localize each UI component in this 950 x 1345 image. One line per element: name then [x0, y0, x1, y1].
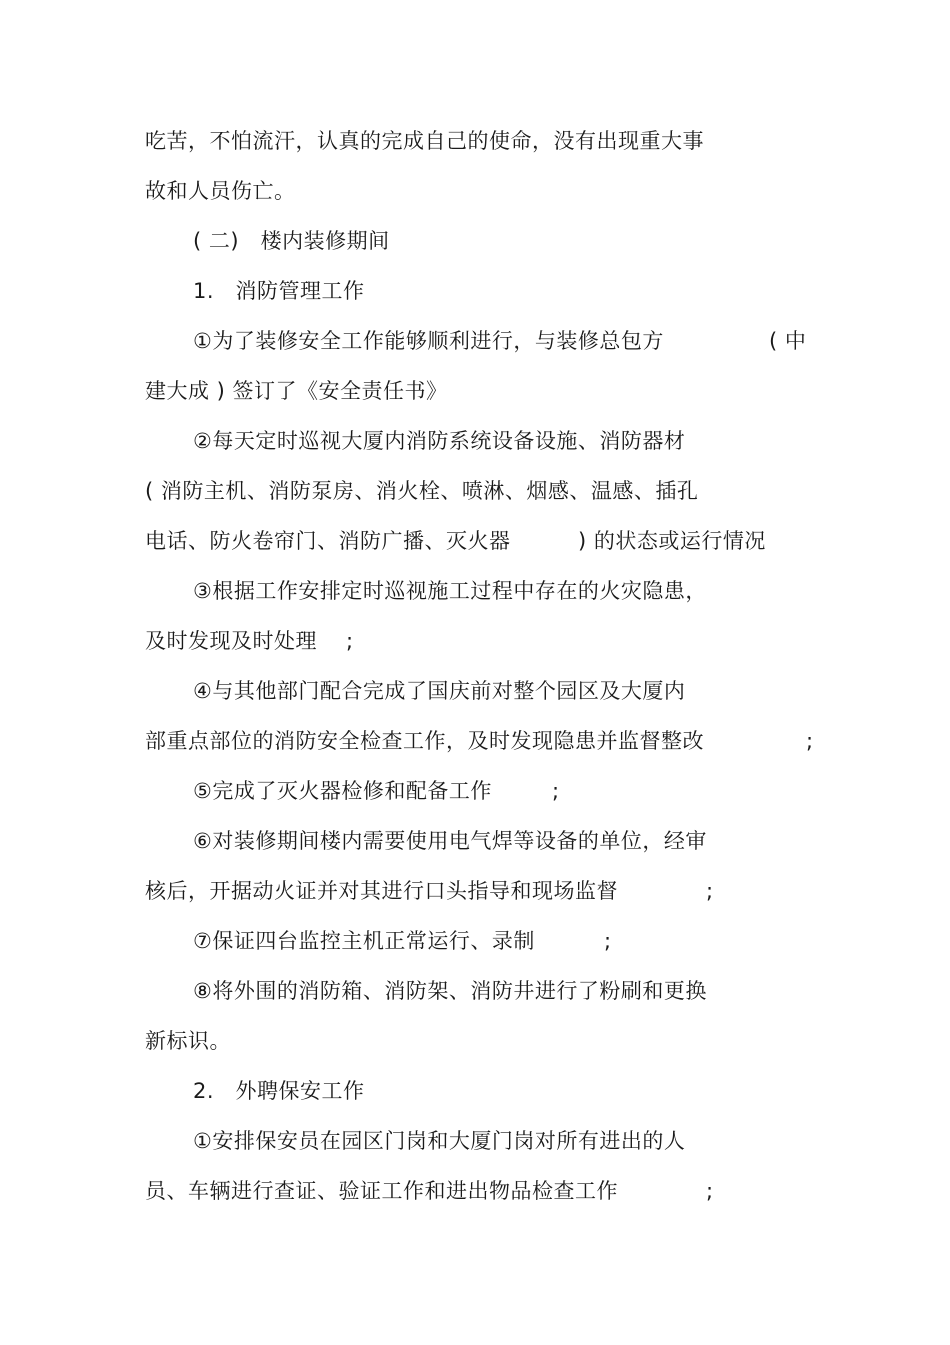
text-fragment: ; [552, 779, 560, 803]
text-line: ②每天定时巡视大厦内消防系统设备设施、消防器材 [193, 429, 686, 453]
text-line: 电话、防火卷帘门、消防广播、灭火器 [145, 529, 511, 553]
subsection-heading: 1. 消防管理工作 [193, 279, 365, 303]
text-line: 员、车辆进行查证、验证工作和进出物品检查工作 [145, 1179, 618, 1203]
text-line: 建大成 ) 签订了《安全责任书》 [145, 379, 448, 403]
text-line: ⑦保证四台监控主机正常运行、录制 [193, 929, 535, 953]
text-fragment: ; [346, 629, 354, 653]
text-line: ①安排保安员在园区门岗和大厦门岗对所有进出的人 [193, 1129, 686, 1153]
text-line: 故和人员伤亡。 [145, 179, 296, 203]
text-line: ④与其他部门配合完成了国庆前对整个园区及大厦内 [193, 679, 686, 703]
text-fragment: ) 的状态或运行情况 [578, 529, 766, 553]
text-line: ⑤完成了灭火器检修和配备工作 [193, 779, 492, 803]
text-line: ⑧将外围的消防箱、消防架、消防井进行了粉刷和更换 [193, 979, 707, 1003]
text-line: 及时发现及时处理 [145, 629, 317, 653]
text-line: 核后，开据动火证并对其进行口头指导和现场监督 [145, 879, 618, 903]
text-fragment: ( 中 [769, 329, 807, 353]
text-line: ①为了装修安全工作能够顺利进行，与装修总包方 [193, 329, 664, 353]
section-heading: ( 二) 楼内装修期间 [193, 229, 390, 253]
text-fragment: ; [706, 1179, 714, 1203]
text-line: ⑥对装修期间楼内需要使用电气焊等设备的单位，经审 [193, 829, 707, 853]
text-line: 新标识。 [145, 1029, 231, 1053]
text-fragment: ; [706, 879, 714, 903]
text-fragment: ; [604, 929, 612, 953]
text-line: ( 消防主机、消防泵房、消火栓、喷淋、烟感、温感、插孔 [145, 479, 699, 503]
subsection-heading: 2. 外聘保安工作 [193, 1079, 365, 1103]
text-line: 部重点部位的消防安全检查工作，及时发现隐患并监督整改 [145, 729, 704, 753]
text-line: 吃苦，不怕流汗，认真的完成自己的使命，没有出现重大事 [145, 129, 704, 153]
text-fragment: ; [806, 729, 814, 753]
text-line: ③根据工作安排定时巡视施工过程中存在的火灾隐患， [193, 579, 707, 603]
